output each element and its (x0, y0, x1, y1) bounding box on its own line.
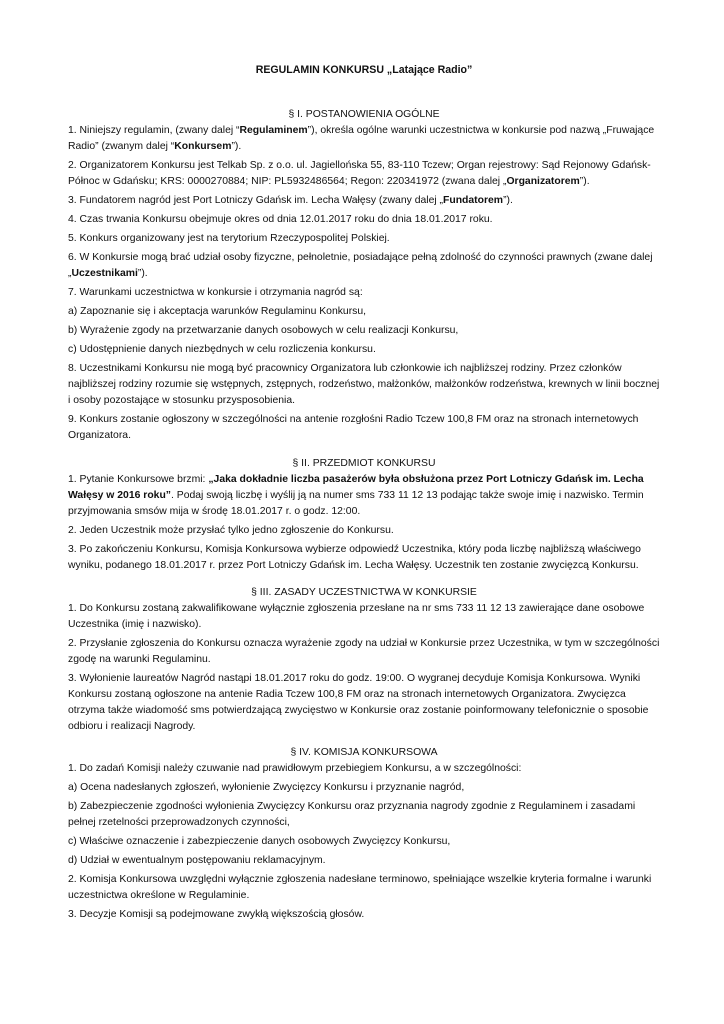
paragraph (68, 123, 660, 155)
text-run: 2. Przysłanie zgłoszenia do Konkursu oznacza wyrażenie zgody na udział w Konkursie przez Uczestnika, w tym w szczególności zgodę na warunki Regulaminu. (68, 638, 660, 665)
paragraph (68, 636, 660, 668)
paragraph (68, 342, 660, 358)
bold-term: Fundatorem (443, 195, 504, 206)
document-page (68, 62, 660, 935)
text-run: ”). (503, 195, 513, 206)
section-heading: § IV. KOMISJA KONKURSOWA (290, 747, 438, 758)
text-run: b) Wyrażenie zgody na przetwarzanie danych osobowych w celu realizacji Konkursu, (68, 325, 459, 336)
section-heading: § III. ZASADY UCZESTNICTWA W KONKURSIE (251, 587, 477, 598)
text-run: d) Udział w ewentualnym postępowaniu reklamacyjnym. (68, 855, 326, 866)
section-subject (68, 456, 660, 574)
paragraph (68, 231, 660, 247)
text-run: 2. Jeden Uczestnik może przysłać tylko jedno zgłoszenie do Konkursu. (68, 525, 394, 536)
paragraph (68, 212, 660, 228)
bold-term: Regulaminem (239, 125, 308, 136)
paragraph (68, 834, 660, 850)
document-title: REGULAMIN KONKURSU „Latające Radio” (255, 64, 473, 76)
text-run: . Podaj swoją liczbę i wyślij ją na numer sms 733 11 12 13 podając także swoje imię i nazwisko. Termin przyjmowania smsów mija w środę 18.01.2017 r. o godz. 12:00. (68, 490, 644, 517)
text-run: ”). (579, 176, 590, 187)
text-run: ”). (231, 141, 242, 152)
text-run: 3. Po zakończeniu Konkursu, Komisja Konkursowa wybierze odpowiedź Uczestnika, który poda liczbę najbliższą właściwego wyniku, podanego 18.01.2017 r. przez Port Lotniczy Gdańsk im. Lecha Wałęsy. Uczestnik ten zostanie zwycięzcą Konkursu. (68, 544, 641, 571)
section-body (68, 601, 660, 735)
text-run: 6. W Konkursie mogą brać udział osoby fizyczne, pełnoletnie, posiadające pełną zdolność do czynności prawnych (zwane dalej „ (68, 252, 653, 279)
paragraph (68, 671, 660, 735)
paragraph (68, 780, 660, 796)
paragraph (68, 472, 660, 520)
paragraph (68, 907, 660, 923)
text-run: ”). (137, 268, 148, 279)
text-run: 5. Konkurs organizowany jest na terytorium Rzeczypospolitej Polskiej. (68, 233, 390, 244)
paragraph (68, 761, 660, 777)
paragraph (68, 872, 660, 904)
section-heading: § I. POSTANOWIENIA OGÓLNE (288, 109, 440, 120)
paragraph (68, 523, 660, 539)
paragraph (68, 250, 660, 282)
text-run: 1. Niniejszy regulamin, (zwany dalej “ (68, 125, 240, 136)
paragraph (68, 193, 660, 209)
text-run: b) Zabezpieczenie zgodności wyłonienia Zwycięzcy Konkursu oraz przyznania nagrody zgodnie z Regulaminem i zasadami pełnej rzetelności przeprowadzonych czynności, (68, 801, 636, 828)
text-run: 9. Konkurs zostanie ogłoszony w szczególności na antenie rozgłośni Radio Tczew 100,8 FM oraz na stronach internetowych Organizatora. (68, 414, 639, 441)
text-run: a) Zapoznanie się i akceptacja warunków Regulaminu Konkursu, (68, 306, 367, 317)
text-run: 2. Komisja Konkursowa uwzględni wyłącznie zgłoszenia nadesłane terminowo, spełniające wszelkie kryteria formalne i warunki uczestnictwa określone w Regulaminie. (68, 874, 652, 901)
bold-term: „Jaka dokładnie liczba pasażerów była obsłużona przez Port Lotniczy Gdańsk im. Lecha Wałęsy w 2016 roku” (68, 474, 644, 501)
bold-term: Konkursem (174, 141, 232, 152)
bold-term: Uczestnikami (71, 268, 138, 279)
paragraph (68, 412, 660, 444)
text-run: 3. Fundatorem nagród jest Port Lotniczy Gdańsk im. Lecha Wałęsy (zwany dalej „ (68, 195, 444, 206)
text-run: c) Właściwe oznaczenie i zabezpieczenie danych osobowych Zwycięzcy Konkursu, (68, 836, 451, 847)
text-run: c) Udostępnienie danych niezbędnych w celu rozliczenia konkursu. (68, 344, 376, 355)
paragraph (68, 323, 660, 339)
section-committee (68, 745, 660, 923)
paragraph (68, 799, 660, 831)
paragraph (68, 853, 660, 869)
text-run: 3. Wyłonienie laureatów Nagród nastąpi 18.01.2017 roku do godz. 19:00. O wygranej decyduje Komisja Konkursowa. Wyniki Konkursu zostaną ogłoszone na antenie Radia Tczew 100,8 FM oraz na stronach internetowych Organizatora. Zwycięzca otrzyma także wiadomość sms potwierdzającą zwycięstwo w Konkursie oraz zostanie poinformowany telefonicznie o sposobie odbioru i realizacji Nagrody. (68, 673, 649, 732)
text-run: 3. Decyzje Komisji są podejmowane zwykłą większością głosów. (68, 909, 365, 920)
paragraph (68, 361, 660, 409)
text-run: 2. Organizatorem Konkursu jest Telkab Sp. z o.o. ul. Jagiellońska 55, 83-110 Tczew; Organ rejestrowy: Sąd Rejonowy Gdańsk-Północ w Gdańsku; KRS: 0000270884; NIP: PL5932486564; Regon: 220341972 (zwana dalej „ (68, 160, 651, 187)
text-run: ”), określa ogólne warunki uczestnictwa w konkursie pod nazwą „Fruwające Radio” (zwanym dalej “ (68, 125, 655, 152)
text-run: 8. Uczestnikami Konkursu nie mogą być pracownicy Organizatora lub członkowie ich najbliższej rodziny. Przez członków najbliższej rodziny rozumie się wstępnych, zstępnych, rodzeństwo, małżonków, małżonków rodzeństwa, krewnych w linii bocznej i osoby pozostające w stosunku przysposobienia. (68, 363, 660, 406)
paragraph (68, 304, 660, 320)
paragraph (68, 158, 660, 190)
text-run: 1. Do zadań Komisji należy czuwanie nad prawidłowym przebiegiem Konkursu, a w szczególności: (68, 763, 522, 774)
section-participation-rules (68, 585, 660, 735)
paragraph (68, 601, 660, 633)
section-body (68, 472, 660, 574)
bold-term: Organizatorem (506, 176, 580, 187)
text-run: 7. Warunkami uczestnictwa w konkursie i otrzymania nagród są: (68, 287, 363, 298)
text-run: 4. Czas trwania Konkursu obejmuje okres od dnia 12.01.2017 roku do dnia 18.01.2017 roku. (68, 214, 493, 225)
paragraph (68, 542, 660, 574)
section-body (68, 123, 660, 444)
section-body (68, 761, 660, 923)
paragraph (68, 285, 660, 301)
text-run: 1. Do Konkursu zostaną zakwalifikowane wyłącznie zgłoszenia przesłane na nr sms 733 11 12 13 zawierające dane osobowe Uczestnika (imię i nazwisko). (68, 603, 645, 630)
section-heading: § II. PRZEDMIOT KONKURSU (292, 458, 436, 469)
text-run: a) Ocena nadesłanych zgłoszeń, wyłonienie Zwycięzcy Konkursu i przyznanie nagród, (68, 782, 465, 793)
section-general-provisions (68, 107, 660, 444)
text-run: 1. Pytanie Konkursowe brzmi: (68, 474, 209, 485)
